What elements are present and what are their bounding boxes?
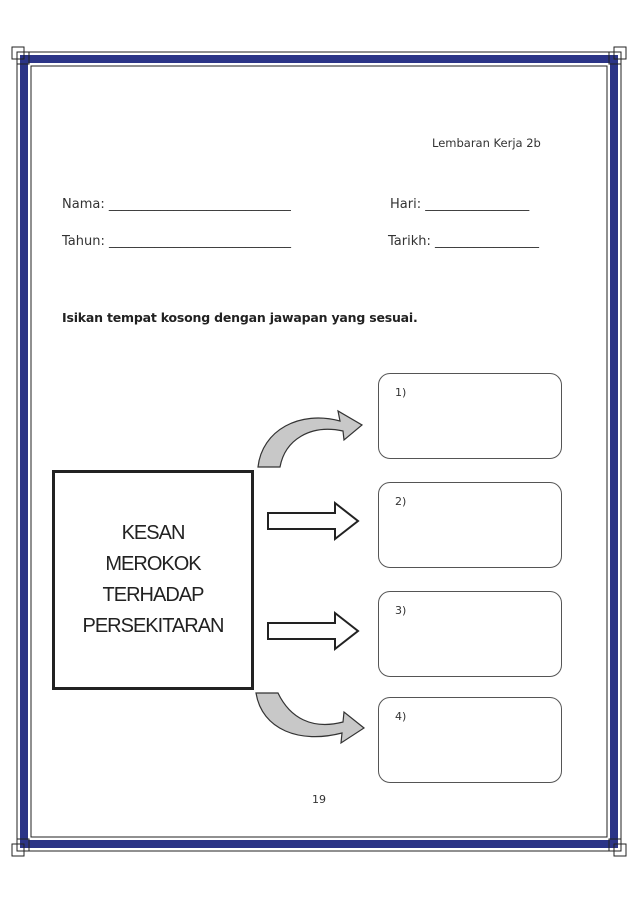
answer-box-2[interactable] <box>378 482 562 568</box>
tahun-field[interactable]: Tahun: ____________________________ <box>62 234 291 249</box>
curved-arrow-top-icon <box>258 411 362 467</box>
answer-number: 4) <box>395 710 407 723</box>
answer-number: 1) <box>395 386 407 399</box>
instruction-text: Isikan tempat kosong dengan jawapan yang sesuai. <box>62 310 418 325</box>
answer-box-4[interactable] <box>378 697 562 783</box>
nama-field[interactable]: Nama: ____________________________ <box>62 197 291 212</box>
answer-box-3[interactable] <box>378 591 562 677</box>
main-topic-line-1: KESAN <box>121 522 185 544</box>
answer-box-1[interactable] <box>378 373 562 459</box>
tarikh-field[interactable]: Tarikh: ________________ <box>388 234 539 249</box>
straight-arrow-3-icon <box>268 613 358 649</box>
main-topic-line-4: PERSEKITARAN <box>82 615 224 637</box>
main-topic-line-3: TERHADAP <box>102 584 204 606</box>
curved-arrow-bottom-icon <box>256 693 364 743</box>
answer-number: 3) <box>395 604 407 617</box>
hari-field[interactable]: Hari: ________________ <box>390 197 530 212</box>
straight-arrow-2-icon <box>268 503 358 539</box>
page-number: 19 <box>312 793 326 806</box>
main-topic-line-2: MEROKOK <box>105 553 201 575</box>
main-topic-box <box>52 470 254 690</box>
answer-number: 2) <box>395 495 407 508</box>
worksheet-title: Lembaran Kerja 2b <box>432 136 541 150</box>
